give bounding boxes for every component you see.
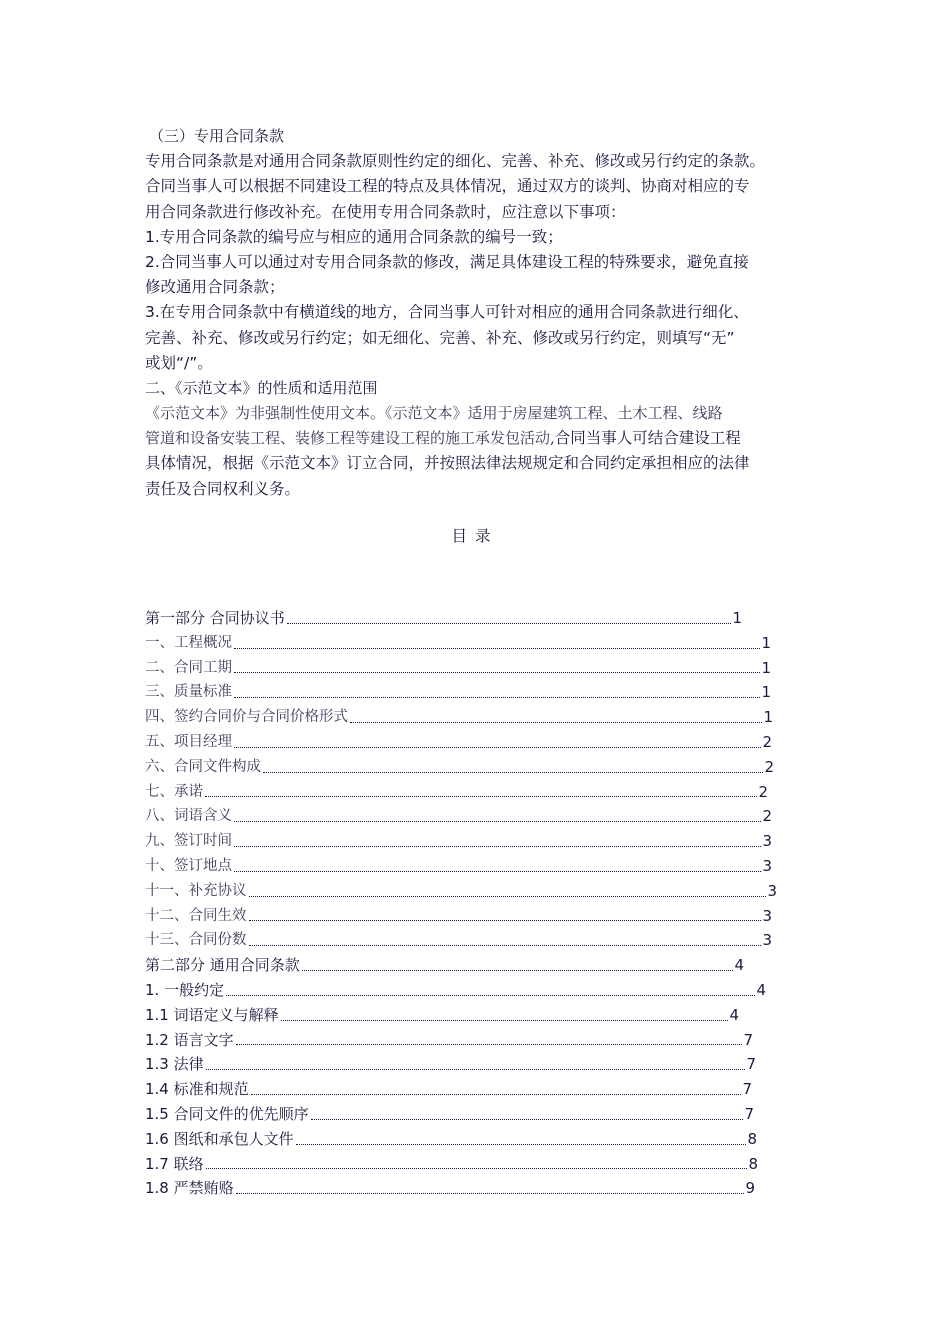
toc-page-number: 4	[756, 980, 766, 999]
toc-entry[interactable]	[145, 804, 785, 829]
toc-leader-dots	[300, 953, 735, 978]
paragraph-line: 用合同条款进行修改补充。在使用专用合同条款时，应注意以下事项：	[145, 202, 626, 221]
toc-entry-label: 1.5 合同文件的优先顺序	[145, 1104, 309, 1123]
toc-leader-dots	[232, 631, 761, 656]
section-heading-2: 二、《示范文本》的性质和适用范围	[145, 378, 378, 397]
toc-entry-label: 1.1 词语定义与解释	[145, 1005, 279, 1024]
toc-entry[interactable]	[145, 730, 785, 755]
toc-entry[interactable]	[145, 1102, 785, 1127]
toc-entry[interactable]	[145, 978, 785, 1003]
toc-leader-dots	[279, 1003, 730, 1028]
paragraph-line: 合同当事人可以根据不同建设工程的特点及具体情况，通过双方的谈判、协商对相应的专	[145, 177, 750, 196]
toc-page-number: 7	[744, 1104, 754, 1123]
toc-entry[interactable]	[145, 928, 785, 953]
toc-leader-dots	[247, 904, 763, 929]
toc-entry-label: 1.6 图纸和承包人文件	[145, 1129, 294, 1148]
toc-entry-label: 1.8 严禁贿赂	[145, 1179, 234, 1198]
toc-entry-label: 1.4 标准和规范	[145, 1080, 249, 1099]
toc-entry-label: 十、签订地点	[145, 857, 232, 874]
toc-entry-label: 十一、补充协议	[145, 882, 247, 899]
toc-page-number: 3	[762, 906, 772, 925]
intro-section	[145, 124, 810, 502]
paragraph-fragment: 管道和设备安装工程、装修工程等建设工程的施工承发包活动,	[145, 429, 555, 448]
toc-entry[interactable]	[145, 631, 785, 656]
toc-leader-dots	[232, 730, 762, 755]
toc-entry[interactable]	[145, 705, 785, 730]
toc-entry-label: 1.2 语言文字	[145, 1030, 234, 1049]
toc-entry-label: 1. 一般约定	[145, 980, 225, 999]
toc-page-number: 1	[732, 609, 742, 627]
toc-page-number: 2	[758, 782, 768, 801]
toc-page-number: 2	[762, 732, 772, 751]
toc-page-number: 7	[743, 1030, 753, 1049]
toc-page-number: 3	[762, 856, 772, 875]
paragraph-line: 责任及合同权利义务。	[145, 479, 301, 498]
toc-page-number: 1	[761, 633, 771, 652]
toc-page-number: 7	[746, 1055, 756, 1074]
toc-page-number: 8	[747, 1129, 757, 1148]
toc-leader-dots	[234, 1176, 746, 1201]
list-item-1: 1.专用合同条款的编号应与相应的通用合同条款的编号一致；	[145, 227, 563, 246]
toc-page-number: 1	[761, 658, 771, 677]
toc-entry[interactable]	[145, 656, 785, 681]
toc-page-number: 7	[742, 1080, 752, 1099]
toc-page-number: 2	[764, 757, 774, 776]
toc-entry-label: 八、词语含义	[145, 808, 232, 825]
toc-page-number: 1	[763, 708, 773, 727]
toc-leader-dots	[204, 1152, 749, 1177]
toc-entry-label: 二、合同工期	[145, 659, 232, 676]
toc-entry[interactable]	[145, 1003, 785, 1028]
toc-entry-label: 三、质量标准	[145, 684, 232, 701]
toc-page-number: 2	[762, 807, 772, 826]
toc-entry-label: 十三、合同份数	[145, 932, 247, 949]
toc-entry-label: 九、签订时间	[145, 833, 232, 850]
toc-entry[interactable]	[145, 680, 785, 705]
toc-entry-label: 十二、合同生效	[145, 907, 247, 924]
toc-entry[interactable]	[145, 606, 785, 631]
toc-page-number: 3	[767, 881, 777, 900]
toc-entry[interactable]	[145, 780, 785, 805]
paragraph-line: 具体情况，根据《示范文本》订立合同，并按照法律法规规定和合同约定承担相应的法律	[145, 454, 750, 473]
toc-leader-dots	[249, 1077, 743, 1102]
list-item-2: 2.合同当事人可以通过对专用合同条款的修改，满足具体建设工程的特殊要求，避免直接	[145, 252, 749, 271]
toc-entry[interactable]	[145, 904, 785, 929]
list-item-3-end: 或划“/”。	[145, 353, 213, 372]
toc-leader-dots	[204, 1052, 747, 1077]
paragraph-line: 《示范文本》为非强制性使用文本。《示范文本》适用于房屋建筑工程、土木工程、线路	[145, 404, 723, 423]
toc-leader-dots	[285, 606, 733, 631]
toc-leader-dots	[234, 1028, 744, 1053]
list-item-3-cont: 完善、补充、修改或另行约定；如无细化、完善、补充、修改或另行约定，则填写“无”	[145, 328, 735, 347]
toc-leader-dots	[232, 680, 761, 705]
toc-entry[interactable]	[145, 1127, 785, 1152]
toc-entry-label: 1.7 联络	[145, 1154, 204, 1173]
toc-leader-dots	[309, 1102, 745, 1127]
toc-entry[interactable]	[145, 1077, 785, 1102]
paragraph-line	[145, 426, 810, 451]
table-of-contents	[145, 606, 785, 1201]
toc-leader-dots	[348, 705, 763, 730]
toc-entry-label: 四、签约合同价与合同价格形式	[145, 709, 348, 726]
toc-entry[interactable]	[145, 953, 785, 978]
toc-entry[interactable]	[145, 755, 785, 780]
toc-entry-label: 第二部分 通用合同条款	[145, 956, 300, 975]
toc-leader-dots	[232, 804, 762, 829]
toc-entry-label: 七、承诺	[145, 783, 203, 800]
toc-leader-dots	[232, 854, 762, 879]
toc-entry-label: 五、项目经理	[145, 733, 232, 750]
toc-entry-label: 第一部分 合同协议书	[145, 609, 285, 627]
toc-leader-dots	[247, 928, 763, 953]
toc-page-number: 8	[748, 1154, 758, 1173]
paragraph-line: 专用合同条款是对通用合同条款原则性约定的细化、完善、补充、修改或另行约定的条款。	[145, 152, 766, 171]
toc-entry-label: 一、工程概况	[145, 634, 232, 651]
toc-entry[interactable]	[145, 829, 785, 854]
toc-entry-label: 六、合同文件构成	[145, 758, 261, 775]
toc-page-number: 4	[734, 956, 744, 975]
toc-entry[interactable]	[145, 854, 785, 879]
toc-page-number: 3	[762, 931, 772, 950]
toc-leader-dots	[294, 1127, 748, 1152]
paragraph-fragment: 合同当事人可结合建设工程	[554, 429, 741, 448]
toc-leader-dots	[232, 829, 762, 854]
toc-page-number: 3	[762, 832, 772, 851]
toc-leader-dots	[203, 780, 758, 805]
toc-leader-dots	[232, 656, 761, 681]
list-item-2-cont: 修改通用合同条款；	[145, 278, 285, 297]
toc-entry[interactable]	[145, 1052, 785, 1077]
toc-leader-dots	[261, 755, 764, 780]
toc-leader-dots	[224, 978, 756, 1003]
toc-entry[interactable]	[145, 1176, 785, 1201]
toc-page-number: 1	[761, 683, 771, 702]
toc-leader-dots	[247, 879, 768, 904]
toc-page-number: 9	[745, 1179, 755, 1198]
toc-title: 目录	[451, 527, 499, 545]
toc-entry-label: 1.3 法律	[145, 1055, 204, 1074]
section-heading: （三）专用合同条款	[149, 127, 285, 145]
toc-entry[interactable]	[145, 1028, 785, 1053]
toc-entry[interactable]	[145, 1152, 785, 1177]
toc-entry[interactable]	[145, 879, 785, 904]
toc-page-number: 4	[729, 1005, 739, 1024]
list-item-3: 3.在专用合同条款中有横道线的地方，合同当事人可针对相应的通用合同条款进行细化、	[145, 303, 749, 322]
